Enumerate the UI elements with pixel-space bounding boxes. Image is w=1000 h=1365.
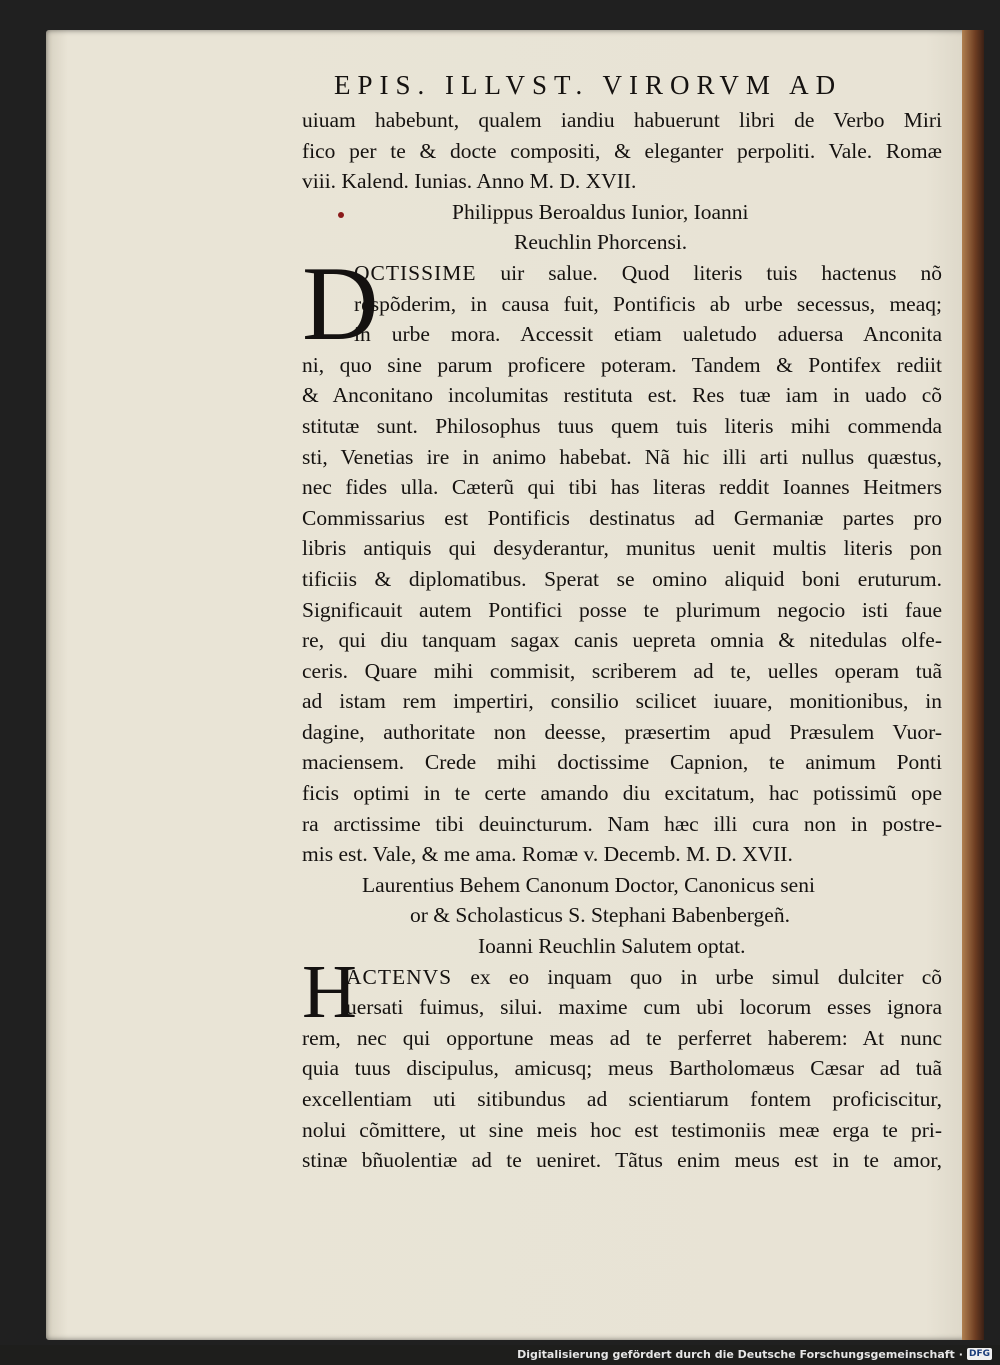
text-line — [302, 258, 942, 289]
text-line: stinæ bñuolentiæ ad te ueniret. Tãtus enim meus est in te amor, — [302, 1148, 942, 1173]
text-line: & Anconitano incolumitas restituta est. Res tuæ iam in uado cõ — [302, 383, 942, 408]
letter-body — [302, 949, 942, 1176]
text-line: respõderim, in causa fuit, Pontificis ab urbe secessus, meaq; — [354, 291, 942, 316]
letter-heading: Philippus Beroaldus Iunior, Ioanni — [452, 199, 749, 224]
text-line: in urbe mora. Accessit etiam ualetudo aduersa Anconita — [354, 322, 942, 347]
drop-capital: H — [302, 949, 357, 1034]
drop-capital: D — [302, 244, 379, 362]
text-line: ni, quo sine parum proficere poteram. Tandem & Pontifex rediit — [302, 352, 942, 377]
text-line: Significauit autem Pontifici posse te plurimum negocio isti faue — [302, 597, 942, 622]
digitization-footer: Digitalisierung gefördert durch die Deutsche Forschungsgemeinschaft · DFG — [517, 1347, 990, 1361]
line-text: uir salue. Quod literis tuis hactenus nõ — [476, 260, 942, 285]
book-binding-edge — [962, 30, 984, 1340]
text-line: viii. Kalend. Iunias. Anno M. D. XVII. — [302, 169, 637, 194]
text-line: fico per te & docte compositi, & eleganter perpoliti. Vale. Romæ — [302, 138, 942, 163]
text-line: ceris. Quare mihi commisit, scriberem ad te, uelles operam tuã — [302, 658, 942, 683]
text-line: maciensem. Crede mihi doctissime Capnion, te animum Ponti — [302, 750, 942, 775]
text-line: libris antiquis qui desyderantur, munitus uenit multis literis pon — [302, 536, 942, 561]
text-line: ra arctissime tibi deuincturum. Nam hæc illi cura non in postre- — [302, 811, 942, 836]
letter-heading: Laurentius Behem Canonum Doctor, Canonicus seni — [362, 872, 815, 897]
letter-heading: or & Scholasticus S. Stephani Babenbergeñ. — [410, 903, 790, 928]
text-line: mis est. Vale, & me ama. Romæ v. Decemb. M. D. XVII. — [302, 842, 793, 867]
text-line: Commissarius est Pontificis destinatus ad Germaniæ partes pro — [302, 505, 942, 530]
dfg-logo: DFG — [968, 1349, 990, 1359]
opening-word: OCTISSIME — [354, 260, 477, 285]
text-line: ficis optimi in te certe amando diu excitatum, hac potissimũ ope — [302, 781, 942, 806]
letter-heading: Reuchlin Phorcensi. — [514, 230, 688, 255]
text-line: nolui cõmittere, ut sine meis hoc est testimoniis meæ erga te pri- — [302, 1117, 942, 1142]
text-line: uersati fuimus, silui. maxime cum ubi locorum esses ignora — [346, 995, 942, 1020]
opening-word: ACTENVS — [346, 964, 453, 989]
running-head: EPIS. ILLVST. VIRORVM AD — [334, 70, 843, 100]
letter-heading: Ioanni Reuchlin Salutem optat. — [478, 934, 746, 959]
text-line: sti, Venetias ire in animo habebat. Nã hic illi arti nullus quæstus, — [302, 444, 942, 469]
footer-text: Digitalisierung gefördert durch die Deutsche Forschungsgemeinschaft — [517, 1347, 955, 1361]
text-line: re, qui diu tanquam sagax canis uepreta omnia & nitedulas olfe- — [302, 628, 942, 653]
text-line: rem, nec qui opportune meas ad te perferret haberem: At nunc — [302, 1025, 942, 1050]
text-line: nec fides ulla. Cæterũ qui tibi has literas reddit Ioannes Heitmers — [302, 475, 942, 500]
text-line: dagine, authoritate non deesse, præsertim apud Præsulem Vuor- — [302, 719, 942, 744]
text-line — [302, 962, 942, 993]
text-line: tificiis & diplomatibus. Sperat se omino aliquid boni eruturum. — [302, 566, 942, 591]
text-line: ad istam rem impertiri, consilio scilicet iuuare, monitionibus, in — [302, 689, 942, 714]
text-line: quia tuus discipulus, amicusq; meus Bartholomæus Cæsar ad tuã — [302, 1056, 942, 1081]
text-line: uiuam habebunt, qualem iandiu habuerunt libri de Verbo Miri — [302, 108, 942, 132]
letter-body — [302, 244, 942, 870]
text-line: excellentiam uti sitibundus ad scientiarum fontem proficiscitur, — [302, 1087, 942, 1111]
text-line: stitutæ sunt. Philosophus tuus quem tuis literis mihi commenda — [302, 413, 942, 438]
line-text: ex eo inquam quo in urbe simul dulciter cõ — [452, 964, 942, 989]
page-text-block — [302, 70, 942, 1176]
